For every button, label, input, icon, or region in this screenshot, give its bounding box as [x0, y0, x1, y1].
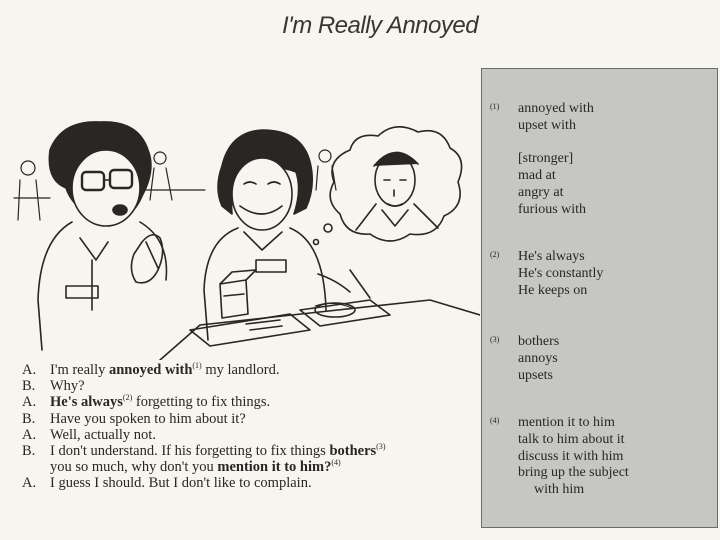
substitution-item: furious with — [518, 201, 587, 217]
dialog-text — [50, 394, 270, 410]
footnote-marker: (2) — [122, 393, 133, 403]
woman-with-glasses — [38, 122, 166, 350]
substitution-item: annoyed with — [518, 101, 594, 116]
substitution-panel — [481, 68, 718, 528]
dialog-text — [50, 443, 386, 459]
dialog-text — [50, 362, 279, 378]
speaker-label: A. — [22, 426, 37, 443]
dialogue — [22, 362, 472, 492]
dialog-text — [50, 475, 312, 491]
dialog-text — [50, 427, 156, 443]
dialog-line — [22, 443, 472, 459]
dialog-line — [22, 459, 472, 475]
substitution-item: mad at — [518, 168, 556, 184]
dialog-fragment: I'm really — [50, 362, 109, 378]
dialog-fragment: Have you spoken to him about it? — [50, 410, 246, 427]
dialog-fragment: you so much, why don't you — [50, 459, 218, 476]
substitution-number: (1) — [490, 102, 500, 111]
substitution-item: He's always — [518, 249, 585, 264]
page-title: I'm Really Annoyed — [281, 12, 479, 39]
dialog-fragment: I guess I should. But I don't like to complain. — [50, 475, 312, 492]
substitution-item: bothers — [518, 334, 560, 349]
dialog-fragment: Well, actually not. — [50, 426, 156, 443]
speaker-label: A. — [22, 475, 37, 492]
speaker-label — [22, 459, 50, 475]
substitution-group — [490, 101, 594, 219]
dialog-text — [50, 411, 246, 427]
substitution-group — [490, 249, 604, 299]
substitution-number: (2) — [490, 250, 500, 259]
footnote-marker: (3) — [376, 442, 386, 452]
substitution-item: mention it to him — [518, 415, 615, 430]
substitution-item: annoys — [518, 350, 558, 366]
substitution-item: bring up the subject — [518, 465, 629, 481]
substitution-item: upset with — [518, 117, 576, 133]
speaker-label: A. — [22, 362, 37, 378]
dialog-fragment: I don't understand. If his forgetting to fix things — [50, 443, 330, 460]
key-phrase: mention it to him? — [217, 459, 332, 476]
substitution-item: talk to him about it — [518, 431, 625, 447]
dialog-fragment: forgetting to fix things. — [132, 394, 271, 411]
substitution-item: upsets — [518, 367, 553, 383]
dialog-line — [22, 411, 472, 427]
footnote-marker: (4) — [331, 458, 341, 468]
substitution-group — [490, 415, 629, 499]
speaker-label: B. — [22, 410, 36, 427]
speaker-label: A. — [22, 394, 37, 411]
cafeteria-illustration — [10, 110, 480, 360]
substitution-item: He's constantly — [518, 265, 604, 281]
dialog-fragment: Why? — [50, 378, 85, 395]
speaker-label: B. — [22, 443, 36, 460]
substitution-item: angry at — [518, 184, 564, 200]
dialog-line — [22, 427, 472, 443]
dialog-text — [50, 378, 85, 394]
substitution-item — [518, 135, 594, 152]
dialog-line — [22, 378, 472, 394]
substitution-number: (3) — [490, 335, 500, 344]
cafeteria-table — [160, 270, 480, 360]
dialog-line — [22, 394, 472, 410]
speaker-label: B. — [22, 378, 36, 395]
substitution-item: He keeps on — [518, 282, 588, 298]
substitution-item: discuss it with him — [518, 448, 624, 464]
substitution-number: (4) — [490, 416, 500, 425]
substitution-item: with him — [534, 482, 585, 498]
substitution-item: [stronger] — [518, 151, 574, 167]
key-phrase: bothers — [329, 443, 377, 460]
dialog-line — [22, 475, 472, 491]
dialog-line — [22, 362, 472, 378]
dialog-fragment: my landlord. — [201, 362, 280, 378]
key-phrase: annoyed with — [108, 362, 193, 378]
key-phrase: He's always — [50, 394, 123, 411]
substitution-group — [490, 334, 560, 384]
footnote-marker: (1) — [192, 361, 202, 371]
dialog-text — [50, 459, 341, 475]
